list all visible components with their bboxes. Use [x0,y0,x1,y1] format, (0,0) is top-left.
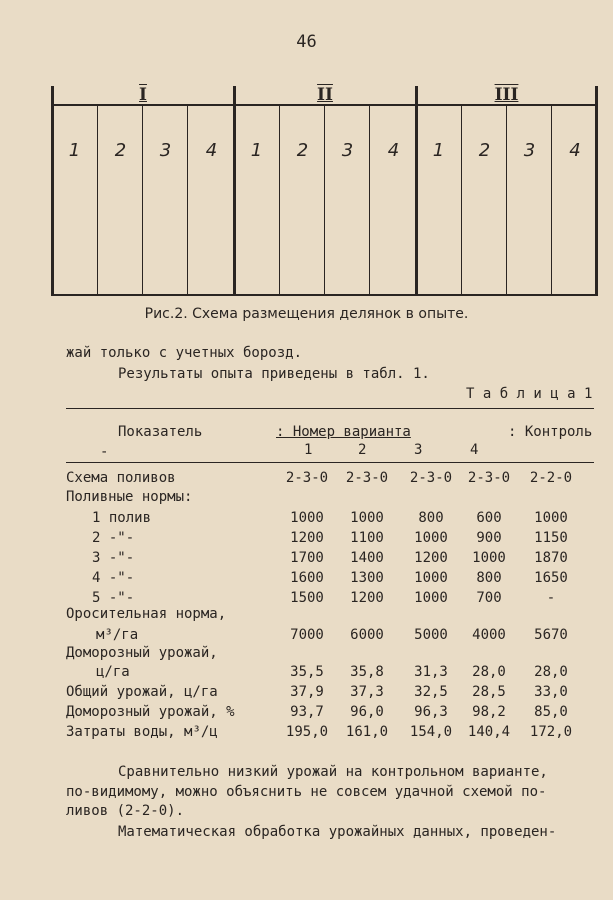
table-row: 2 -"- 1200 1100 1000 900 1150 [92,530,568,546]
paragraph-line: Сравнительно низкий урожай на контрольном варианте, [118,764,548,780]
plot-block-3 [416,86,597,296]
header-variant-col: 1 [304,442,313,458]
block-label: II [317,85,333,105]
paragraph-line: ливов (2-2-0). [66,803,185,819]
table-row: м³/га 7000 6000 5000 4000 5670 [96,627,568,643]
figure-caption: Рис.2. Схема размещения делянок в опыте. [144,306,469,322]
block-divider [233,86,236,296]
header-dash: - [100,444,109,460]
header-control: : Контроль [508,424,593,440]
plot-layout-diagram [52,86,597,296]
table-row: ц/га 35,5 35,8 31,3 28,0 28,0 [96,664,568,680]
table-row: 4 -"- 1600 1300 1000 800 1650 [92,570,568,586]
table-row: 5 -"- 1500 1200 1000 700 - [92,590,556,606]
table-row: Оросительная норма, [66,606,227,622]
table-header-rule [66,462,594,463]
plot-cell: 3 [506,106,552,294]
header-variant-col: 3 [414,442,423,458]
plot-cell: 1 [250,140,263,161]
header-indicator: Показатель [118,424,203,440]
plot-cell: 1 [432,140,445,161]
block-divider [595,86,598,296]
block-divider [51,86,54,296]
table-top-rule [66,408,594,409]
table-row: Затраты воды, м³/ц 195,0 161,0 154,0 140,4 172,0 [66,724,573,740]
table-row: Поливные нормы: [66,489,193,505]
header-variant-number: : Номер варианта [276,424,411,440]
table-row: Общий урожай, ц/га 37,9 37,3 32,5 28,5 33,0 [66,684,568,700]
paragraph-line: Математическая обработка урожайных данных, проведен- [118,824,557,840]
plot-block-1 [52,86,234,296]
plot-cell: 2 [97,106,143,294]
block-label: I [139,85,147,105]
header-variant-col: 2 [358,442,367,458]
plot-cell: 1 [68,140,81,161]
plot-block-2 [234,86,416,296]
table-row: Схема поливов 2-3-0 2-3-0 2-3-0 2-3-0 2-2-0 [66,470,573,486]
plot-cell: 2 [461,106,507,294]
body-text-line: жай только с учетных борозд. [66,345,303,361]
plot-cell: 4 [187,106,235,294]
header-variant-col: 4 [470,442,479,458]
plot-cell: 3 [142,106,188,294]
table-row: 3 -"- 1700 1400 1200 1000 1870 [92,550,568,566]
plot-cell: 4 [551,106,598,294]
table-title: Т а б л и ц а 1 [466,386,593,402]
table-row: 1 полив 1000 1000 800 600 1000 [92,510,568,526]
plot-cell: 3 [324,106,370,294]
block-label: III [494,85,519,105]
body-text-line: Результаты опыта приведены в табл. 1. [118,366,430,382]
paragraph-line: по-видимому, можно объяснить не совсем удачной схемой по- [66,784,547,800]
plot-cell: 2 [279,106,325,294]
block-divider [415,86,418,296]
plot-cell: 4 [369,106,417,294]
table-row: Доморозный урожай, [66,645,218,661]
page-number: 46 [296,32,317,52]
table-row: Доморозный урожай, % 93,7 96,0 96,3 98,2 85,0 [66,704,568,720]
